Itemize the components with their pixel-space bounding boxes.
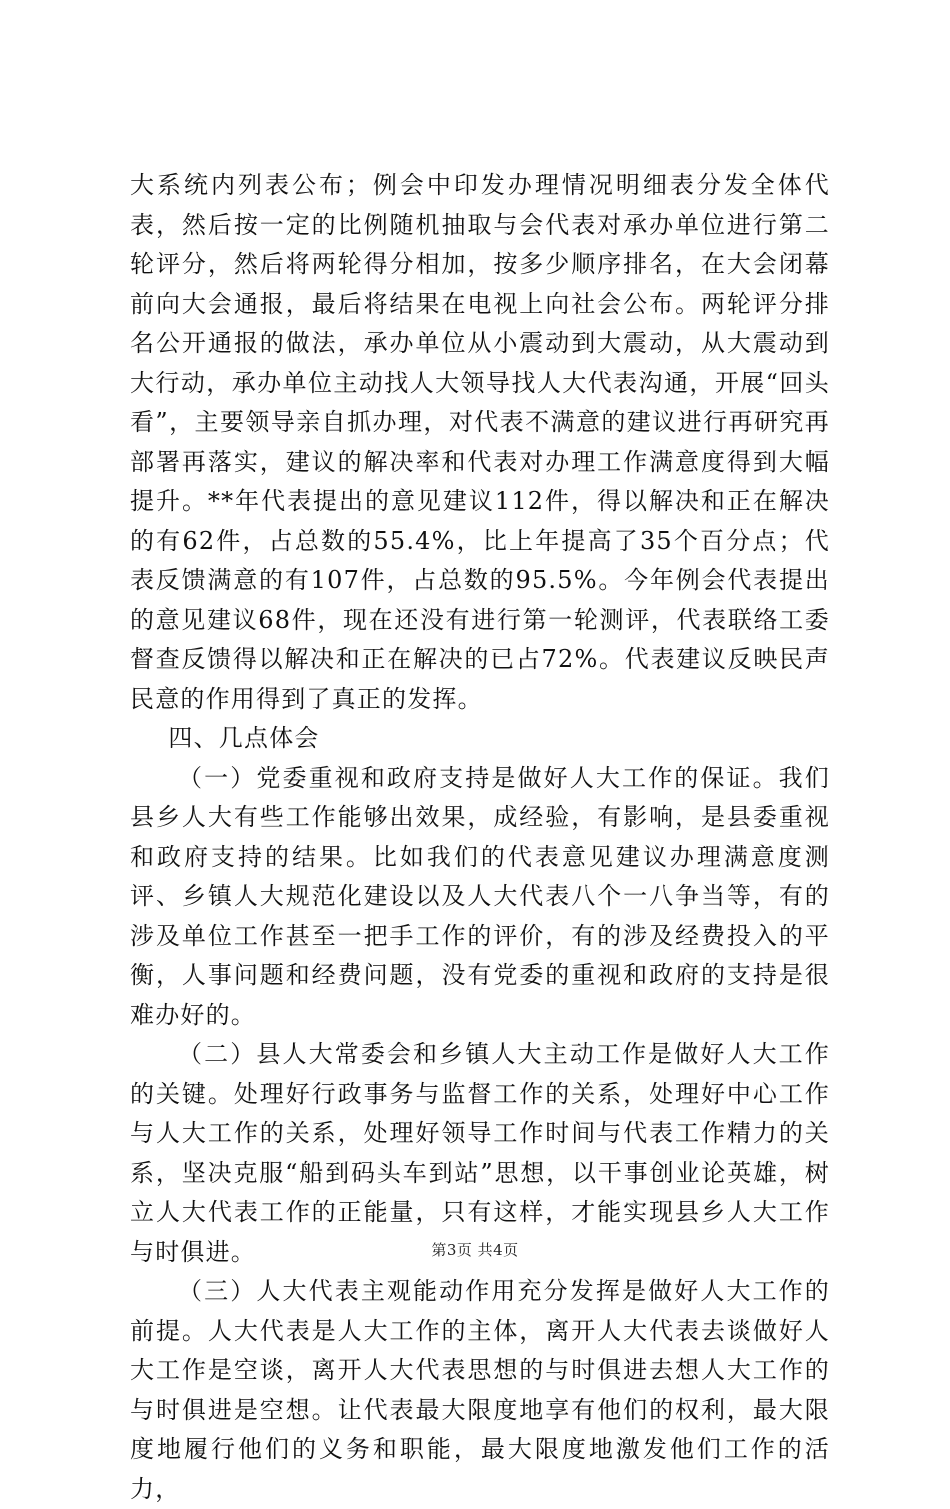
section-heading: 四、几点体会 xyxy=(168,724,320,752)
page-footer: 第3页 共4页 xyxy=(431,1241,519,1259)
document-body xyxy=(130,166,830,1509)
paragraph-continuation: 大系统内列表公布；例会中印发办理情况明细表分发全体代表，然后按一定的比例随机抽取与会代表对承办单位进行第二轮评分，然后将两轮得分相加，按多少顺序排名，在大会闭幕前向大会通报，最后将结果在电视上向社会公布。两轮评分排名公开通报的做法，承办单位从小震动到大震动，从大震动到大行动，承办单位主动找人大领导找人大代表沟通，开展“回头看”，主要领导亲自抓办理，对代表不满意的建议进行再研究再部署再落实，建议的解决率和代表对办理工作满意度得到大幅提升。**年代表提出的意见建议112件，得以解决和正在解决的有62件，占总数的55.4%，比上年提高了35个百分点；代表反馈满意的有107件，占总数的95.5%。今年例会代表提出的意见建议68件，现在还没有进行第一轮测评，代表联络工委督查反馈得以解决和正在解决的已占72%。代表建议反映民声民意的作用得到了真正的发挥。 xyxy=(130,171,830,713)
paragraph-point-two: （二）县人大常委会和乡镇人大主动工作是做好人大工作的关键。处理好行政事务与监督工作的关系，处理好中心工作与人大工作的关系，处理好领导工作时间与代表工作精力的关系，坚决克服“船到码头车到站”思想，以干事创业论英雄，树立人大代表工作的正能量，只有这样，才能实现县乡人大工作与时俱进。 xyxy=(130,1040,830,1266)
paragraph-point-three: （三）人大代表主观能动作用充分发挥是做好人大工作的前提。人大代表是人大工作的主体，离开人大代表去谈做好人大工作是空谈，离开人大代表思想的与时俱进去想人大工作的与时俱进是空想。让代表最大限度地享有他们的权利，最大限度地履行他们的义务和职能，最大限度地激发他们工作的活力， xyxy=(130,1277,830,1503)
paragraph-point-one: （一）党委重视和政府支持是做好人大工作的保证。我们县乡人大有些工作能够出效果，成经验，有影响，是县委重视和政府支持的结果。比如我们的代表意见建议办理满意度测评、乡镇人大规范化建设以及人大代表八个一八争当等，有的涉及单位工作甚至一把手工作的评价，有的涉及经费投入的平衡，人事问题和经费问题，没有党委的重视和政府的支持是很难办好的。 xyxy=(130,763,830,1029)
